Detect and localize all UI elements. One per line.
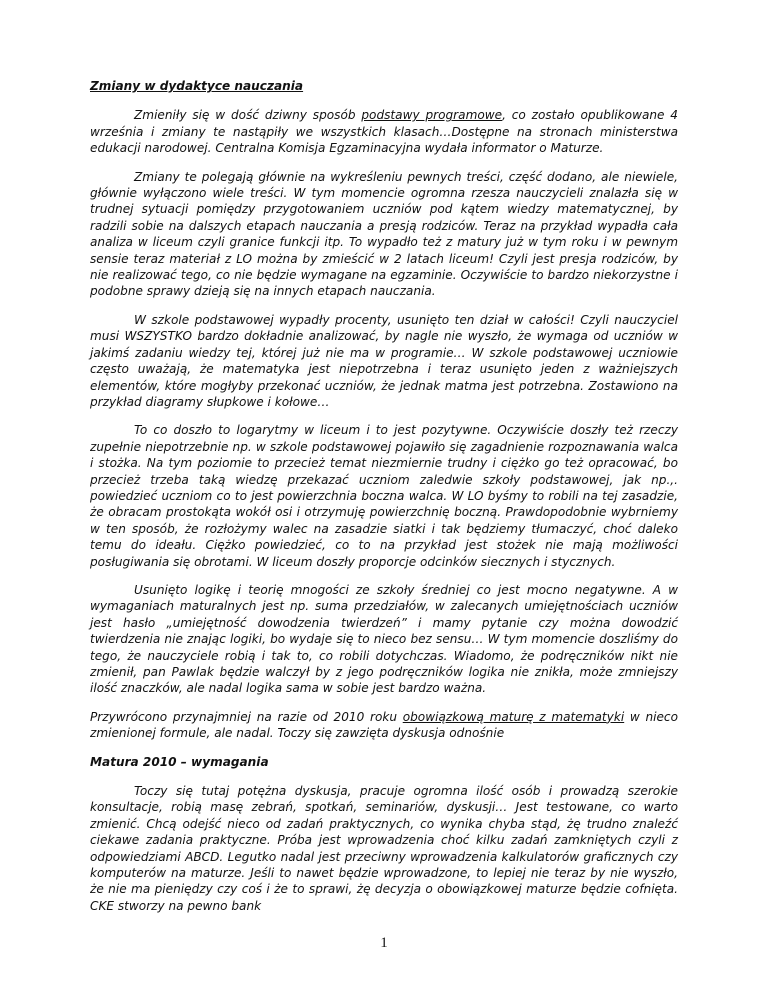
paragraph-1-text-b: , co zostało opublikowane 4 września i zmiany te nastąpiły we wszystkich klasach…Dostępne na stronach ministerstwa edukacji narodowej. Centralna Komisja Egzaminacyjna wydała informator o Maturze.	[90, 108, 678, 156]
section-heading-matura-2010: Matura 2010 – wymagania	[90, 754, 269, 769]
paragraph-2: Zmiany te polegają głównie na wykreśleniu pewnych treści, część dodano, ale niewiele, głównie wyłączono wiele treści. W tym momencie ogromna rzesza nauczycieli znalazła się w trudnej sytuacji pomiędzy przygotowaniem uczniów pod kątem wiedzy matematycznej, by radzili sobie na dalszych etapach nauczania a presją rodziców. Teraz na przykład wypadła cała analiza w liceum czyli granice funkcji itp. To wypadło też z matury już w tym roku i w pewnym sensie teraz materiał z LO można by zmieścić w 2 latach liceum! Czyli jest presja rodziców, by nie realizować tego, co nie będzie wymagane na egzaminie. Oczywiście to bardzo niekorzystne i podobne sprawy dzieją się na innych etapach nauczania.	[90, 169, 678, 299]
section-heading-changes: Zmiany w dydaktyce nauczania	[90, 79, 304, 93]
paragraph-5: Usunięto logikę i teorię mnogości ze szkoły średniej co jest mocno negatywne. A w wymaganiach maturalnych jest np. suma przedziałów, w zalecanych umiejętnościach uczniów jest hasło „umiejętność dowodzenia twierdzeń” i mamy pytanie czy można dowodzić twierdzenia nie znając logiki, bo wydaje się to nieco bez sensu… W tym momencie doszliśmy do tego, że nauczyciele robią i tak to, co robili dotychczas. Wiadomo, że podręczników nikt nie zmienił, pan Pawlak będzie walczył by z jego podręczników logika nie znikła, może zmniejszy ilość znaczków, ale nadal logika sama w sobie jest bardzo ważna.	[90, 582, 678, 696]
paragraph-6	[90, 709, 678, 742]
link-obowiazkowa-matura[interactable]: obowiązkową maturę z matematyki	[402, 709, 625, 724]
paragraph-3: W szkole podstawowej wypadły procenty, usunięto ten dział w całości! Czyli nauczyciel musi WSZYSTKO bardzo dokładnie analizować, by nagle nie wyszło, że wymaga od uczniów w jakimś zadaniu wiedzy tej, której już nie ma w programie… W szkole podstawowej uczniowie często uważają, że matematyka jest niepotrzebna i teraz usunięto jeden z ważniejszych elementów, które mogłyby przekonać uczniów, że jednak matma jest potrzebna. Zostawiono na przykład diagramy słupkowe i kołowe…	[90, 312, 678, 409]
page-number: 1	[380, 935, 388, 951]
paragraph-6-text-b: w nieco zmienionej formule, ale nadal. Toczy się zawzięta dyskusja odnośnie	[90, 709, 678, 741]
paragraph-7: Toczy się tutaj potężna dyskusja, pracuje ogromna ilość osób i prowadzą szerokie konsultacje, robią masę zebrań, spotkań, seminariów, dyskusji… Jest testowane, co warto zmienić. Chcą odejść nieco od zadań praktycznych, co wynika chyba stąd, żę trudno znaleźć ciekawe zadania praktyczne. Próba jest wprowadzenia choć kilku zadań zamkniętych czyli z odpowiedziami ABCD. Legutko nadal jest przeciwny wprowadzenia kalkulatorów graficznych czy komputerów na maturze. Jeśli to nawet będzie wprowadzone, to lepiej nie teraz by nie wyszło, że nie ma pieniędzy czy coś i że to sprawi, żę decyzja o obowiązkowej maturze będzie cofnięta. CKE stworzy na pewno bank	[90, 784, 678, 913]
paragraph-1	[90, 107, 678, 156]
paragraph-1-text-a: Zmieniły się w dość dziwny sposób	[134, 108, 362, 123]
paragraph-4: To co doszło to logarytmy w liceum i to jest pozytywne. Oczywiście doszły też rzeczy zupełnie niepotrzebnie np. w szkole podstawowej pojawiło się zagadnienie rozpoznawania walca i stożka. Na tym poziomie to przecież temat niezmiernie trudny i ciężko go też opracować, bo przecież trzeba taką wiedzę przekazać uczniom zaledwie szkoły podstawowej, jak np.,. powiedzieć uczniom co to jest powierzchnia boczna walca. W LO byśmy to robili na tej zasadzie, że obracam prostokąta wokół osi i otrzymuję powierzchnię boczną. Prawdopodobnie wybrniemy w ten sposób, że rozłożymy walec na zasadzie siatki i tak będziemy tłumaczyć, choć daleko temu do ideału. Ciężko powiedzieć, co to na przykład jest stożek nie mają możliwości posługiwania się obrotami. W liceum doszły proporcje odcinków siecznych i stycznych.	[90, 423, 678, 569]
link-podstawy-programowe[interactable]: podstawy programowe	[361, 108, 503, 123]
paragraph-6-text-a: Przywrócono przynajmniej na razie od 2010 roku	[90, 709, 403, 724]
